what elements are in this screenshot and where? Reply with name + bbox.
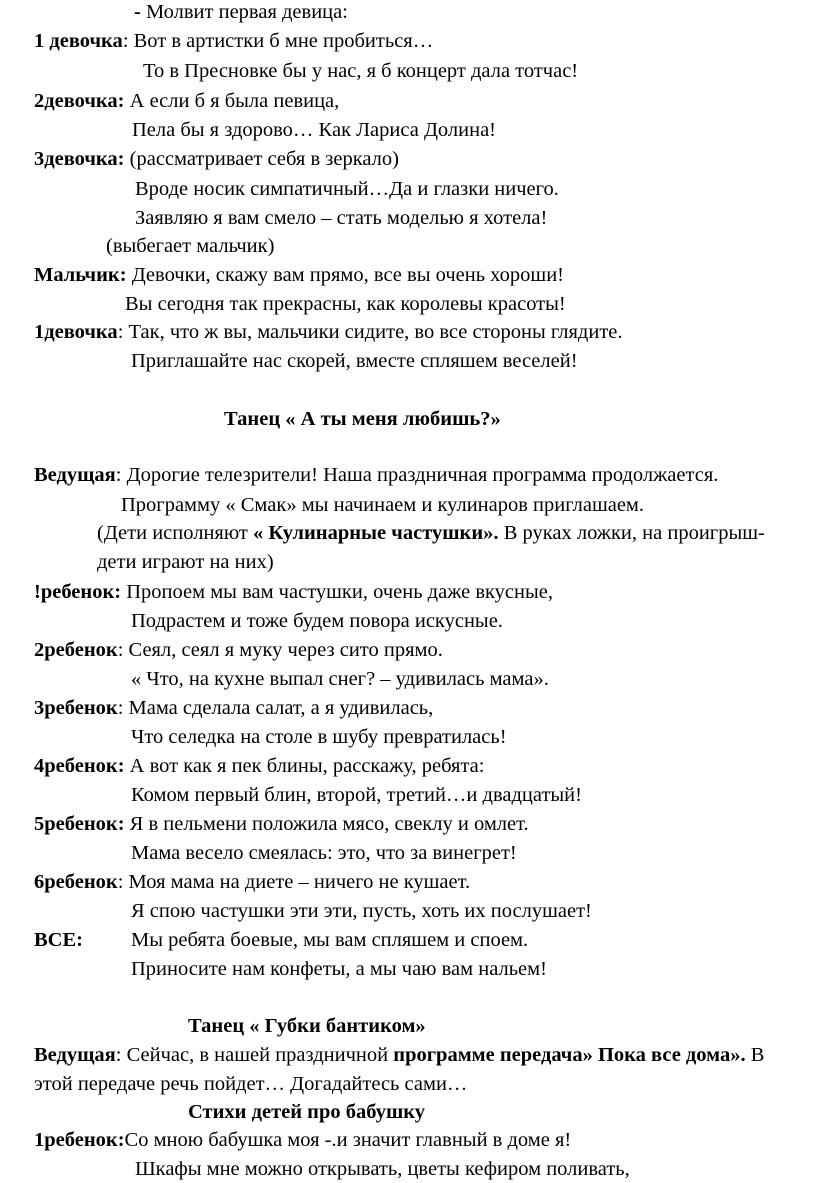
section-heading-dance-2: Танец « Губки бантиком»: [188, 1015, 426, 1037]
line-24: Что селедка на столе в шубу превратилась!: [131, 726, 507, 748]
line-17: (Дети исполняют « Кулинарные частушки». В руках ложки, на проигрыш-: [97, 522, 765, 544]
line-3: То в Пресновке бы у нас, я б концерт дала тотчас!: [143, 60, 579, 82]
line-32: Приносите нам конфеты, а мы чаю вам нальем!: [131, 958, 547, 980]
line-23: 3ребенок: Мама сделала салат, а я удивилась,: [34, 697, 434, 719]
line-26: Комом первый блин, второй, третий…и двадцатый!: [131, 784, 582, 806]
line-5: Пела бы я здорово… Как Лариса Долина!: [132, 119, 497, 141]
line-7: Вроде носик симпатичный…Да и глазки ничего.: [135, 178, 559, 200]
section-heading-dance-1: Танец « А ты меня любишь?»: [224, 408, 501, 430]
line-29: 6ребенок: Моя мама на диете – ничего не кушает.: [34, 871, 471, 893]
line-15: Ведущая: Дорогие телезрители! Наша праздничная программа продолжается.: [34, 464, 719, 486]
line-11: Вы сегодня так прекрасны, как королевы красоты!: [125, 293, 566, 315]
line-1: - Молвит первая девица:: [134, 1, 348, 23]
line-38: Шкафы мне можно открывать, цветы кефиром поливать,: [135, 1158, 630, 1180]
line-37: 1ребенок:Со мною бабушка моя -.и значит главный в доме я!: [34, 1129, 572, 1151]
line-35: этой передаче речь пойдет… Догадайтесь сами…: [34, 1073, 468, 1095]
line-27: 5ребенок: Я в пельмени положила мясо, свеклу и омлет.: [34, 813, 529, 835]
line-12: 1девочка: Так, что ж вы, мальчики сидите, во все стороны глядите.: [34, 321, 623, 343]
line-30: Я спою частушки эти эти, пусть, хоть их послушает!: [131, 900, 592, 922]
line-34: Ведущая: Сейчас, в нашей праздничной программе передача» Пока все дома». В: [34, 1044, 765, 1066]
line-4: 2девочка: А если б я была певица,: [34, 90, 340, 112]
line-19: !ребенок: Пропоем мы вам частушки, очень даже вкусные,: [34, 581, 553, 603]
line-31-text: Мы ребята боевые, мы вам спляшем и споем.: [131, 929, 529, 951]
line-13: Приглашайте нас скорей, вместе спляшем веселей!: [131, 350, 578, 372]
line-9: (выбегает мальчик): [106, 235, 275, 257]
line-6: 3девочка: (рассматривает себя в зеркало): [34, 148, 399, 170]
line-31: ВСЕ:: [34, 929, 83, 951]
line-8: Заявляю я вам смело – стать моделью я хотела!: [135, 207, 548, 229]
line-22: « Что, на кухне выпал снег? – удивилась мама».: [131, 668, 549, 690]
line-2: 1 девочка: Вот в артистки б мне пробиться…: [34, 30, 434, 52]
line-28: Мама весело смеялась: это, что за винегрет!: [131, 842, 517, 864]
line-18: дети играют на них): [97, 551, 274, 573]
line-10: Мальчик: Девочки, скажу вам прямо, все вы очень хороши!: [34, 264, 564, 286]
line-20: Подрастем и тоже будем повора искусные.: [131, 610, 503, 632]
section-heading-poems: Стихи детей про бабушку: [188, 1101, 426, 1123]
line-16: Программу « Смак» мы начинаем и кулинаров приглашаем.: [121, 494, 645, 516]
line-25: 4ребенок: А вот как я пек блины, расскажу, ребята:: [34, 755, 485, 777]
line-21: 2ребенок: Сеял, сеял я муку через сито прямо.: [34, 639, 443, 661]
